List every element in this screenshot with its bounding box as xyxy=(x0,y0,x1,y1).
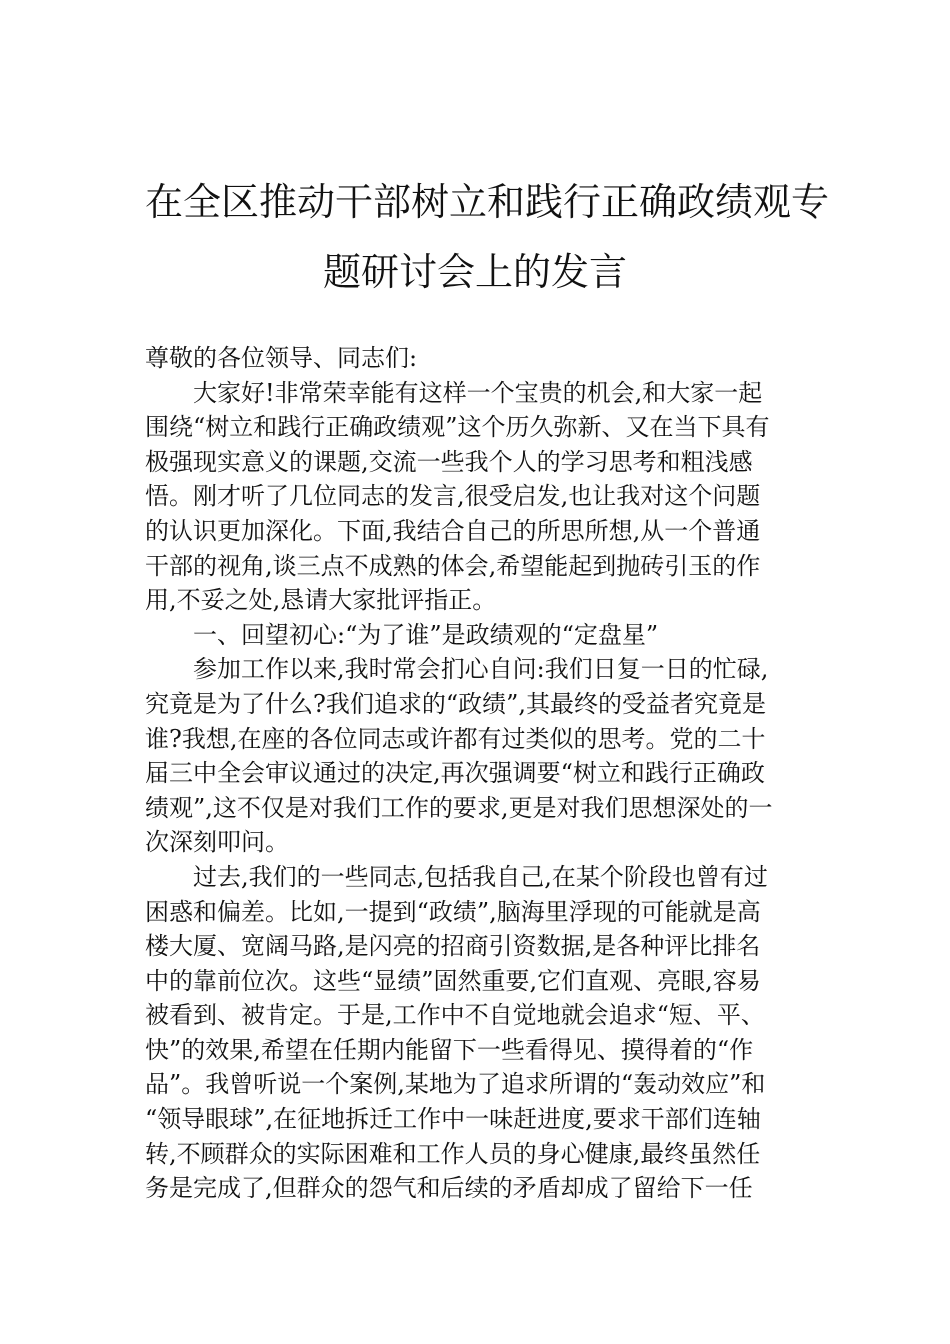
body-line: 绩观”,这不仅是对我们工作的要求,更是对我们思想深处的一 xyxy=(145,793,773,822)
body-line: 快”的效果,希望在任期内能留下一些看得见、摸得着的“作 xyxy=(145,1035,754,1064)
body-line: 围绕“树立和践行正确政绩观”这个历久弥新、又在当下具有 xyxy=(145,413,770,442)
document-title-line-2: 题研讨会上的发言 xyxy=(322,250,627,294)
body-line: 被看到、被肯定。于是,工作中不自觉地就会追求“短、平、 xyxy=(145,1001,765,1030)
body-line: 困惑和偏差。比如,一提到“政绩”,脑海里浮现的可能就是高 xyxy=(145,897,761,926)
body-line: 悟。刚才听了几位同志的发言,很受启发,也让我对这个问题 xyxy=(145,482,761,511)
body-line: 次深刻叩问。 xyxy=(145,828,289,857)
body-line: 的认识更加深化。下面,我结合自己的所思所想,从一个普通 xyxy=(145,516,761,545)
document-body xyxy=(145,341,805,1206)
body-line: 大家好!非常荣幸能有这样一个宝贵的机会,和大家一起 xyxy=(193,378,763,407)
body-line: 尊敬的各位领导、同志们: xyxy=(145,344,418,372)
body-line: 转,不顾群众的实际困难和工作人员的身心健康,最终虽然任 xyxy=(145,1139,761,1168)
body-line: 务是完成了,但群众的怨气和后续的矛盾却成了留给下一任 xyxy=(145,1174,753,1203)
body-line: 中的靠前位次。这些“显绩”固然重要,它们直观、亮眼,容易 xyxy=(145,966,761,995)
body-line: 一、回望初心:“为了谁”是政绩观的“定盘星” xyxy=(193,620,659,649)
body-line: 究竟是为了什么?我们追求的“政绩”,其最终的受益者究竟是 xyxy=(145,689,767,718)
body-line: 楼大厦、宽阔马路,是闪亮的招商引资数据,是各种评比排名 xyxy=(145,932,761,961)
body-line: “领导眼球”,在征地拆迁工作中一味赶进度,要求干部们连轴 xyxy=(145,1105,761,1134)
body-line: 用,不妥之处,恳请大家批评指正。 xyxy=(145,586,497,615)
body-line: 过去,我们的一些同志,包括我自己,在某个阶段也曾有过 xyxy=(193,862,768,891)
body-line: 参加工作以来,我时常会扪心自问:我们日复一日的忙碌, xyxy=(193,655,769,684)
body-line: 谁?我想,在座的各位同志或许都有过类似的思考。党的二十 xyxy=(145,724,766,753)
body-line: 极强现实意义的课题,交流一些我个人的学习思考和粗浅感 xyxy=(145,447,753,476)
body-line: 品”。我曾听说一个案例,某地为了追求所谓的“轰动效应”和 xyxy=(145,1070,766,1099)
document-title-line-1: 在全区推动干部树立和践行正确政绩观专 xyxy=(145,180,830,224)
body-line: 干部的视角,谈三点不成熟的体会,希望能起到抛砖引玉的作 xyxy=(145,551,761,580)
body-line: 届三中全会审议通过的决定,再次强调要“树立和践行正确政 xyxy=(145,759,765,788)
